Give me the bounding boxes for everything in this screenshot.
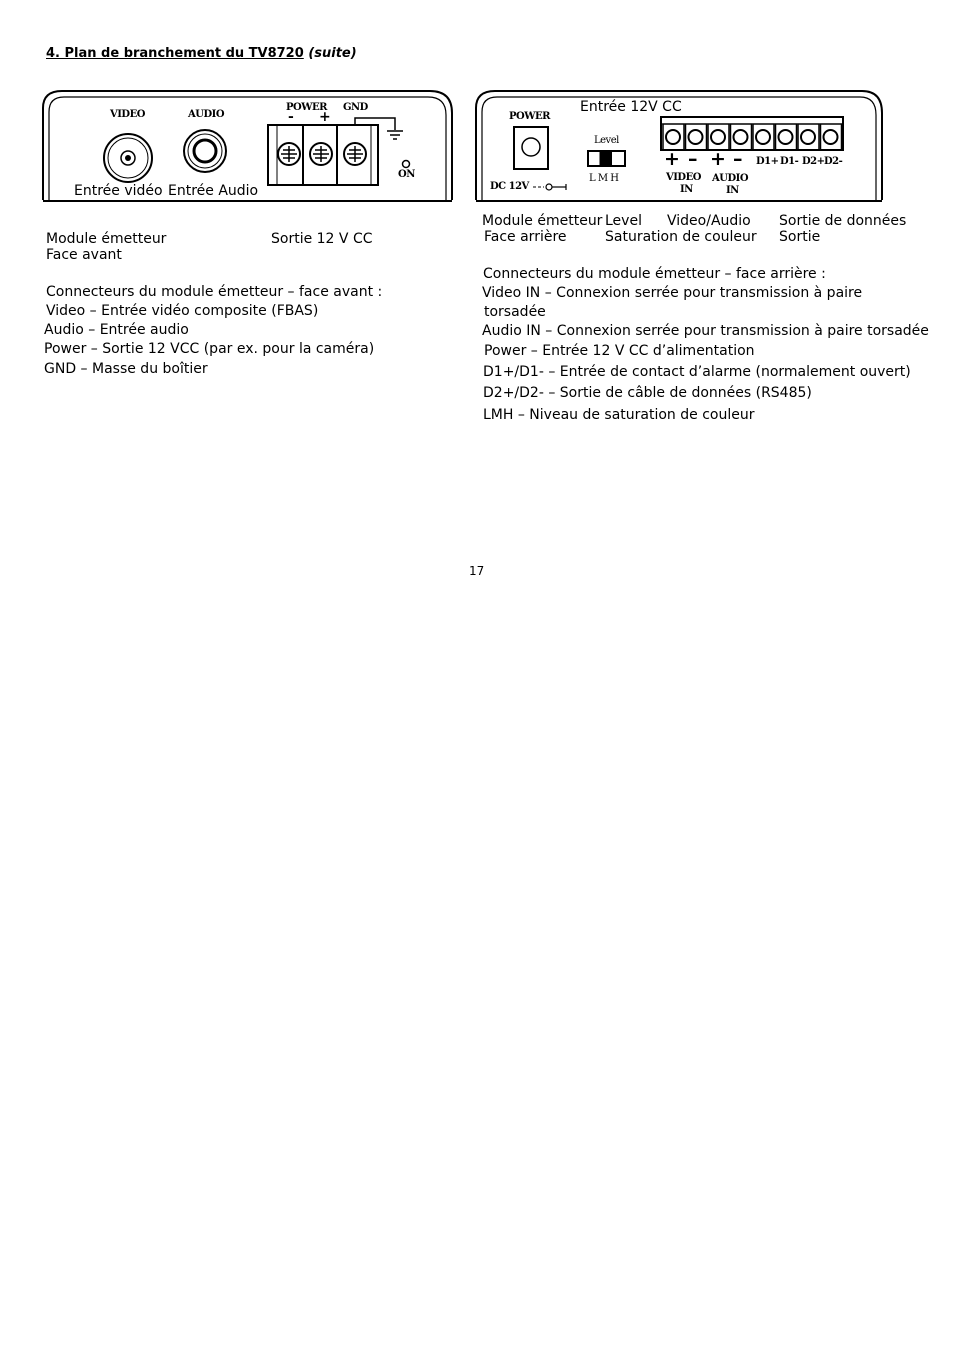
rear-d1p-label: D1+ bbox=[756, 156, 779, 167]
callout-rear-level: Level bbox=[605, 213, 642, 229]
rear-item-video-in-cont: torsadée bbox=[484, 304, 546, 320]
callout-rear-saturation: Saturation de couleur bbox=[605, 229, 757, 245]
front-item-video: Video – Entrée vidéo composite (FBAS) bbox=[46, 303, 319, 319]
rear-item-d1: D1+/D1- – Entrée de contact d’alarme (normalement ouvert) bbox=[483, 364, 911, 380]
rear-d1m-label: D1- bbox=[780, 156, 799, 167]
title-main: 4. Plan de branchement du TV8720 bbox=[46, 46, 304, 61]
rear-terminal-screw-icon bbox=[711, 130, 725, 144]
rear-video-in-label-1: VIDEO bbox=[666, 172, 701, 183]
callout-front-output: Sortie 12 V CC bbox=[271, 231, 373, 247]
rear-terminal-screw-icon bbox=[734, 130, 748, 144]
rear-plus-1: + bbox=[664, 148, 680, 170]
callout-audio-input: Entrée Audio bbox=[168, 183, 259, 199]
rear-dc-label: DC 12V bbox=[490, 181, 529, 192]
rear-minus-1: – bbox=[688, 148, 698, 170]
dc-polarity-icon bbox=[533, 184, 566, 190]
level-switch-icon bbox=[588, 151, 625, 166]
front-item-audio: Audio – Entrée audio bbox=[44, 322, 189, 338]
rear-plus-2: + bbox=[710, 148, 726, 170]
rear-d2p-label: D2+ bbox=[802, 156, 825, 167]
front-minus-label: - bbox=[288, 109, 294, 125]
callout-front-face: Face avant bbox=[46, 247, 122, 263]
rear-level-label: Level bbox=[594, 135, 619, 146]
callout-video-input: Entrée vidéo bbox=[74, 183, 163, 199]
rear-video-in-label-2: IN bbox=[680, 184, 693, 195]
callout-rear-out: Sortie bbox=[779, 229, 821, 245]
callout-rear-face: Face arrière bbox=[484, 229, 567, 245]
rear-section-title: Connecteurs du module émetteur – face arrière : bbox=[483, 266, 826, 282]
rear-audio-in-label-1: AUDIO bbox=[712, 173, 749, 184]
callout-rear-input: Entrée 12V CC bbox=[580, 99, 682, 115]
callout-rear-video-audio: Video/Audio bbox=[667, 213, 751, 229]
rear-terminals bbox=[663, 124, 842, 150]
rear-item-audio-in: Audio IN – Connexion serrée pour transmission à paire torsadée bbox=[482, 323, 929, 339]
rear-item-d2: D2+/D2- – Sortie de câble de données (RS485) bbox=[483, 385, 812, 401]
front-plus-label: + bbox=[319, 109, 331, 125]
rear-terminal-screw-icon bbox=[756, 130, 770, 144]
front-on-label: ON bbox=[398, 169, 415, 180]
front-power-label: POWER bbox=[286, 102, 327, 113]
rear-item-video-in: Video IN – Connexion serrée pour transmission à paire bbox=[482, 285, 863, 301]
rear-minus-2: – bbox=[733, 148, 743, 170]
rear-item-lmh: LMH – Niveau de saturation de couleur bbox=[483, 407, 755, 423]
dc-power-jack-icon bbox=[514, 127, 548, 169]
rear-terminal-screw-icon bbox=[689, 130, 703, 144]
rear-item-power: Power – Entrée 12 V CC d’alimentation bbox=[484, 343, 755, 359]
page-number: 17 bbox=[469, 564, 485, 578]
callout-rear-data-out: Sortie de données bbox=[779, 213, 907, 229]
callout-front-module: Module émetteur bbox=[46, 231, 167, 247]
front-item-power: Power – Sortie 12 VCC (par ex. pour la caméra) bbox=[44, 341, 375, 357]
front-video-label: VIDEO bbox=[110, 109, 145, 120]
rear-terminal-screw-icon bbox=[801, 130, 815, 144]
front-item-gnd: GND – Masse du boîtier bbox=[44, 361, 208, 377]
rear-audio-in-label-2: IN bbox=[726, 185, 739, 196]
front-section-title: Connecteurs du module émetteur – face avant : bbox=[46, 284, 383, 300]
title-suffix: (suite) bbox=[308, 46, 357, 61]
rear-terminal-screw-icon bbox=[779, 130, 793, 144]
front-gnd-label: GND bbox=[343, 102, 368, 113]
rear-lmh-label: L M H bbox=[589, 173, 619, 184]
callout-rear-module: Module émetteur bbox=[482, 213, 603, 229]
rear-d2m-label: D2- bbox=[824, 156, 843, 167]
rear-terminal-screw-icon bbox=[824, 130, 838, 144]
front-audio-label: AUDIO bbox=[188, 109, 225, 120]
rear-power-label: POWER bbox=[509, 111, 550, 122]
rear-terminal-screw-icon bbox=[666, 130, 680, 144]
